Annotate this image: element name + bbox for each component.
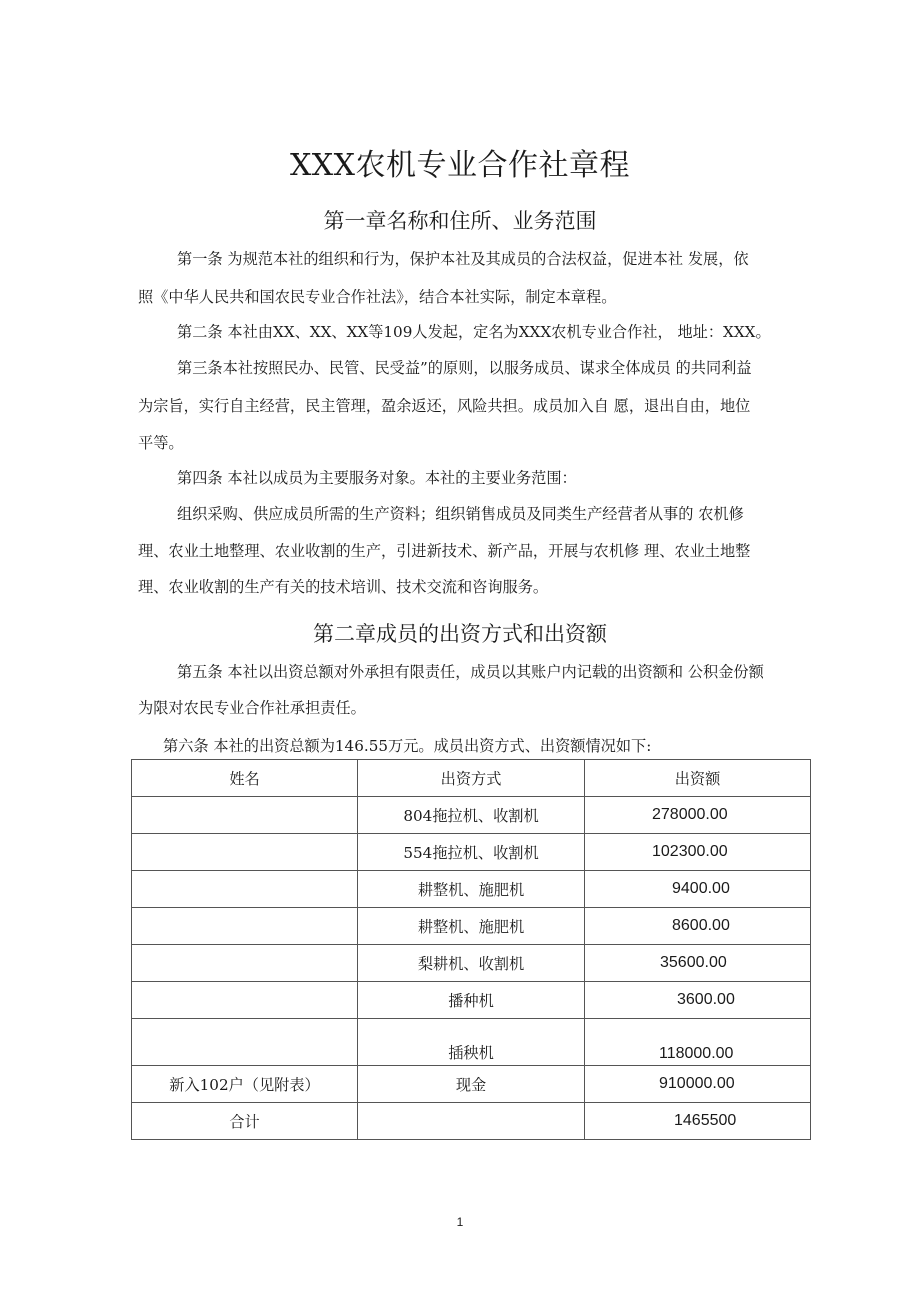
document-title: XXX农机专业合作社章程: [289, 148, 631, 183]
page-number: 1: [456, 1215, 464, 1229]
cell-amount: 9400.00: [585, 871, 811, 908]
cell-amount: 278000.00: [585, 797, 811, 834]
cell-method: 耕整机、施肥机: [358, 871, 585, 908]
cell-amount: 118000.00: [585, 1019, 811, 1066]
cell-total-label: 合计: [132, 1103, 358, 1140]
article-3-line-1: 第三条本社按照民办、民管、民受益”的原则，以服务成员、谋求全体成员 的共同利益: [177, 359, 752, 377]
cell-method: 554拖拉机、收割机: [358, 834, 585, 871]
cell-method: 梨耕机、收割机: [358, 945, 585, 982]
table-row: [132, 1019, 811, 1066]
cell-amount: 910000.00: [585, 1066, 811, 1103]
cell-name: [132, 1019, 358, 1066]
cell-method: [358, 1103, 585, 1140]
article-6-line-1: 第六条 本社的出资总额为146.55万元。成员出资方式、出资额情况如下:: [163, 737, 652, 755]
cell-name: [132, 834, 358, 871]
article-4-line-2: 组织采购、供应成员所需的生产资料；组织销售成员及同类生产经营者从事的 农机修: [177, 505, 744, 523]
table-header-row: [132, 760, 811, 797]
table-row: [132, 982, 811, 1019]
cell-name: 新入102户（见附表）: [132, 1066, 358, 1103]
table-row: [132, 871, 811, 908]
cell-amount: 35600.00: [585, 945, 811, 982]
article-5-line-2: 为限对农民专业合作社承担责任。: [138, 699, 366, 717]
cell-amount: 102300.00: [585, 834, 811, 871]
article-3-line-2: 为宗旨，实行自主经营，民主管理，盈余返还，风险共担。成员加入自 愿，退出自由，地位: [138, 397, 751, 415]
cell-name: [132, 797, 358, 834]
cell-name: [132, 945, 358, 982]
table-row: [132, 908, 811, 945]
article-2-line-1: 第二条 本社由XX、XX、XX等109人发起，定名为XXX农机专业合作社， 地址：XXX。: [177, 323, 771, 341]
article-1-line-2: 照《中华人民共和国农民专业合作社法》，结合本社实际，制定本章程。: [138, 288, 617, 306]
table-total-row: [132, 1103, 811, 1140]
cell-name: [132, 908, 358, 945]
cell-amount: 3600.00: [585, 982, 811, 1019]
cell-method: 耕整机、施肥机: [358, 908, 585, 945]
header-name: 姓名: [132, 760, 358, 797]
cell-method: 现金: [358, 1066, 585, 1103]
article-1-line-1: 第一条 为规范本社的组织和行为，保护本社及其成员的合法权益，促进本社 发展，依: [177, 250, 749, 268]
article-5-line-1: 第五条 本社以出资总额对外承担有限责任，成员以其账户内记载的出资额和 公积金份额: [177, 663, 764, 681]
cell-method: 插秧机: [358, 1019, 585, 1066]
table-row: [132, 1066, 811, 1103]
chapter-2-heading: 第二章成员的出资方式和出资额: [313, 622, 607, 646]
cell-total-amount: 1465500: [585, 1103, 811, 1140]
cell-name: [132, 871, 358, 908]
cell-method: 播种机: [358, 982, 585, 1019]
article-4-line-1: 第四条 本社以成员为主要服务对象。本社的主要业务范围：: [177, 469, 577, 487]
cell-amount: 8600.00: [585, 908, 811, 945]
header-method: 出资方式: [358, 760, 585, 797]
article-4-line-3: 理、农业土地整理、农业收割的生产，引进新技术、新产品，开展与农机修 理、农业土地整: [138, 542, 751, 560]
header-amount: 出资额: [585, 760, 811, 797]
article-4-line-4: 理、农业收割的生产有关的技术培训、技术交流和咨询服务。: [138, 578, 549, 596]
article-3-line-3: 平等。: [138, 434, 184, 452]
contribution-table: [131, 759, 811, 1140]
chapter-1-heading: 第一章名称和住所、业务范围: [323, 209, 597, 233]
table-row: [132, 945, 811, 982]
cell-method: 804拖拉机、收割机: [358, 797, 585, 834]
cell-name: [132, 982, 358, 1019]
table-row: [132, 797, 811, 834]
table-row: [132, 834, 811, 871]
